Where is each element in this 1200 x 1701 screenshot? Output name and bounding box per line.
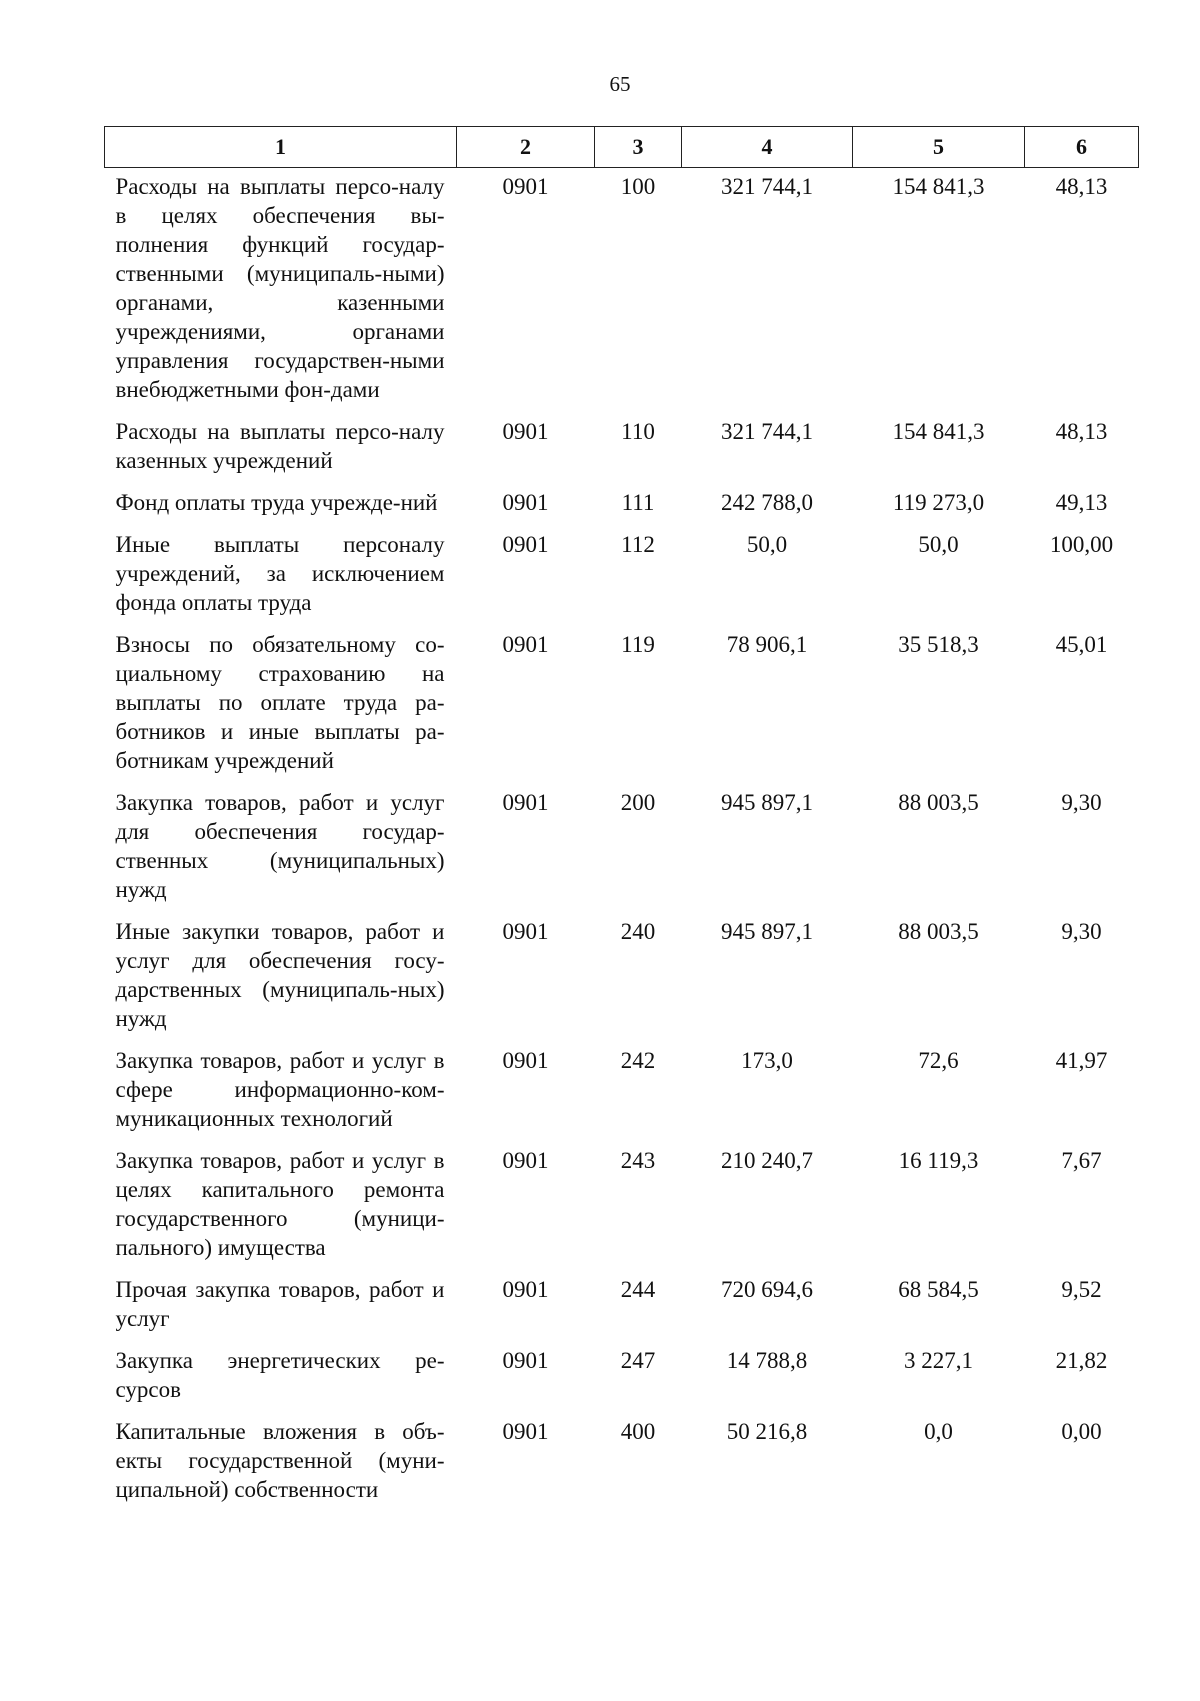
table-row xyxy=(105,630,1139,788)
table-row xyxy=(105,488,1139,530)
execution-percent-cell: 9,30 xyxy=(1061,919,1102,944)
section-code-cell: 0901 xyxy=(502,532,549,557)
column-header: 5 xyxy=(853,127,1025,168)
expense-name-cell: Закупка товаров, работ и услуг в целях капитального ремонта государственного (муници-пального) имущества xyxy=(115,1148,445,1260)
section-code-cell: 0901 xyxy=(502,632,549,657)
execution-percent-cell: 49,13 xyxy=(1055,490,1108,515)
execution-percent-cell: 48,13 xyxy=(1055,419,1108,444)
expense-name-cell: Закупка энергетических ре-сурсов xyxy=(115,1348,445,1402)
planned-amount-cell: 321 744,1 xyxy=(721,174,813,199)
executed-amount-cell: 0,0 xyxy=(924,1419,953,1444)
section-code-cell: 0901 xyxy=(502,490,549,515)
expense-type-cell: 200 xyxy=(620,790,656,815)
table-row xyxy=(105,788,1139,917)
expense-type-cell: 119 xyxy=(621,632,655,657)
expense-type-cell: 247 xyxy=(620,1348,656,1373)
expense-type-cell: 244 xyxy=(620,1277,656,1302)
table-body xyxy=(105,168,1139,1518)
executed-amount-cell: 68 584,5 xyxy=(898,1277,979,1302)
expense-type-cell: 111 xyxy=(621,490,655,515)
expense-name-cell: Расходы на выплаты персо-налу в целях обеспечения вы-полнения функций государ-ственными (муниципаль-ными) органами, казенными учреждениями, органами управления государствен-ными внебюджетными фон-дами xyxy=(115,174,445,402)
execution-percent-cell: 48,13 xyxy=(1055,174,1108,199)
planned-amount-cell: 210 240,7 xyxy=(721,1148,813,1173)
expense-name-cell: Взносы по обязательному со-циальному страхованию на выплаты по оплате труда ра-ботников и иные выплаты ра-ботникам учреждений xyxy=(115,632,445,773)
expense-name-cell: Иные закупки товаров, работ и услуг для обеспечения госу-дарственных (муниципаль-ных) нужд xyxy=(115,919,445,1031)
expense-name-cell: Прочая закупка товаров, работ и услуг xyxy=(115,1277,445,1331)
execution-percent-cell: 45,01 xyxy=(1055,632,1108,657)
section-code-cell: 0901 xyxy=(502,419,549,444)
expense-type-cell: 100 xyxy=(620,174,656,199)
table-row xyxy=(105,1346,1139,1417)
planned-amount-cell: 14 788,8 xyxy=(726,1348,808,1373)
expense-name-cell: Капитальные вложения в объ-екты государственной (муни-ципальной) собственности xyxy=(115,1419,445,1502)
planned-amount-cell: 242 788,0 xyxy=(721,490,813,515)
executed-amount-cell: 88 003,5 xyxy=(898,919,979,944)
execution-percent-cell: 100,00 xyxy=(1049,532,1114,557)
expense-name-cell: Фонд оплаты труда учрежде-ний xyxy=(115,490,438,515)
executed-amount-cell: 154 841,3 xyxy=(892,174,985,199)
table-row xyxy=(105,917,1139,1046)
planned-amount-cell: 321 744,1 xyxy=(721,419,813,444)
expense-name-cell: Иные выплаты персоналу учреждений, за исключением фонда оплаты труда xyxy=(115,532,445,615)
expense-name-cell: Закупка товаров, работ и услуг в сфере информационно-ком-муникационных технологий xyxy=(115,1048,445,1131)
planned-amount-cell: 173,0 xyxy=(741,1048,793,1073)
executed-amount-cell: 119 273,0 xyxy=(892,490,985,515)
header-row xyxy=(105,127,1139,168)
execution-percent-cell: 7,67 xyxy=(1061,1148,1102,1173)
execution-percent-cell: 9,52 xyxy=(1061,1277,1102,1302)
planned-amount-cell: 945 897,1 xyxy=(721,919,813,944)
expense-name-cell: Расходы на выплаты персо-налу казенных учреждений xyxy=(115,419,445,473)
planned-amount-cell: 50 216,8 xyxy=(726,1419,808,1444)
executed-amount-cell: 88 003,5 xyxy=(898,790,979,815)
table-row xyxy=(105,1046,1139,1146)
section-code-cell: 0901 xyxy=(502,1419,549,1444)
expense-type-cell: 400 xyxy=(620,1419,656,1444)
table-row xyxy=(105,417,1139,488)
section-code-cell: 0901 xyxy=(502,790,549,815)
column-header: 6 xyxy=(1025,127,1139,168)
executed-amount-cell: 35 518,3 xyxy=(898,632,979,657)
expense-type-cell: 112 xyxy=(621,532,655,557)
section-code-cell: 0901 xyxy=(502,1277,549,1302)
planned-amount-cell: 945 897,1 xyxy=(721,790,813,815)
section-code-cell: 0901 xyxy=(502,1348,549,1373)
section-code-cell: 0901 xyxy=(502,919,549,944)
planned-amount-cell: 720 694,6 xyxy=(721,1277,813,1302)
table-row xyxy=(105,1275,1139,1346)
table-row xyxy=(105,168,1139,418)
executed-amount-cell: 154 841,3 xyxy=(892,419,985,444)
execution-percent-cell: 21,82 xyxy=(1055,1348,1108,1373)
expense-type-cell: 110 xyxy=(621,419,655,444)
table-row xyxy=(105,1417,1139,1517)
section-code-cell: 0901 xyxy=(502,174,549,199)
execution-percent-cell: 41,97 xyxy=(1055,1048,1108,1073)
budget-table-container xyxy=(104,126,1139,1517)
execution-percent-cell: 0,00 xyxy=(1061,1419,1102,1444)
executed-amount-cell: 3 227,1 xyxy=(904,1348,973,1373)
budget-table xyxy=(104,126,1139,1517)
section-code-cell: 0901 xyxy=(502,1048,549,1073)
column-header: 3 xyxy=(595,127,682,168)
planned-amount-cell: 50,0 xyxy=(746,532,788,557)
executed-amount-cell: 16 119,3 xyxy=(898,1148,979,1173)
table-row xyxy=(105,1146,1139,1275)
planned-amount-cell: 78 906,1 xyxy=(726,632,808,657)
execution-percent-cell: 9,30 xyxy=(1061,790,1102,815)
section-code-cell: 0901 xyxy=(502,1148,549,1173)
executed-amount-cell: 50,0 xyxy=(918,532,959,557)
executed-amount-cell: 72,6 xyxy=(918,1048,959,1073)
column-header: 1 xyxy=(105,127,457,168)
expense-name-cell: Закупка товаров, работ и услуг для обеспечения государ-ственных (муниципальных) нужд xyxy=(115,790,445,902)
column-header: 2 xyxy=(457,127,595,168)
expense-type-cell: 240 xyxy=(620,919,656,944)
column-header: 4 xyxy=(682,127,853,168)
table-row xyxy=(105,530,1139,630)
expense-type-cell: 243 xyxy=(620,1148,656,1173)
expense-type-cell: 242 xyxy=(620,1048,656,1073)
page-number: 65 xyxy=(609,72,631,96)
